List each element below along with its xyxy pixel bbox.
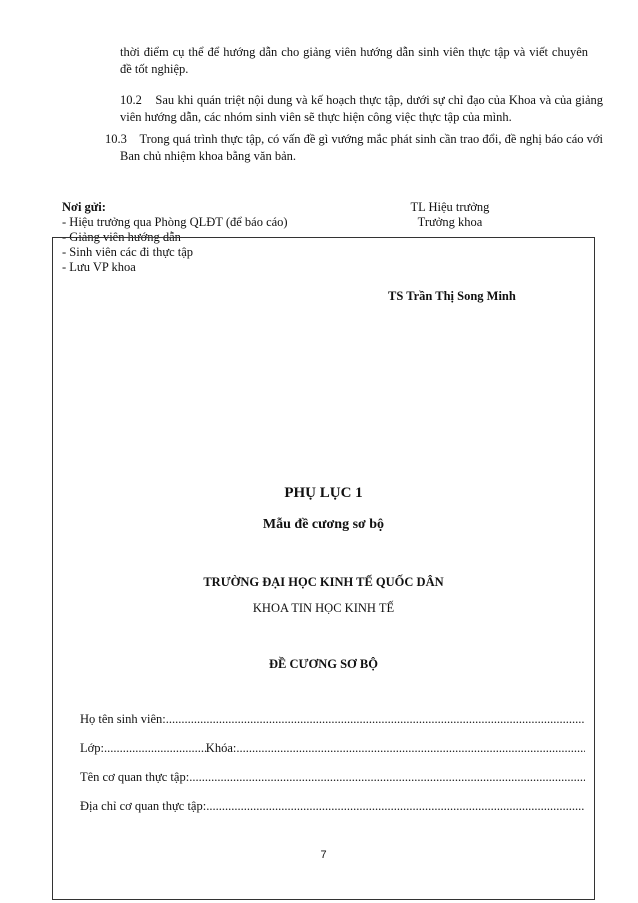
item-10-2-number: 10.2: [120, 93, 142, 107]
appendix-subtitle: Mẫu đề cương sơ bộ: [262, 517, 385, 532]
item-10-3-text: Trong quá trình thực tập, có vấn đề gì vướng mắc phát sinh cần trao đổi, đề nghị báo cáo với Ban chủ nhiệm khoa bằng văn bản.: [120, 132, 604, 163]
org-name-label: Tên cơ quan thực tập:: [80, 770, 190, 784]
student-name-field[interactable]: [80, 711, 585, 728]
org-name-dots: [189, 769, 585, 786]
recipient-line-2: - Giảng viên hướng dẫn: [62, 230, 181, 244]
page-number: 7: [320, 849, 327, 861]
student-name-label: Họ tên sinh viên:: [80, 712, 166, 726]
class-dots: [104, 740, 206, 757]
student-name-dots: [166, 711, 585, 728]
recipients-heading: Nơi gửi:: [62, 200, 106, 214]
faculty-name: KHOA TIN HỌC KINH TẾ: [252, 601, 395, 615]
course-label: Khóa:: [205, 741, 237, 755]
class-field[interactable]: [80, 740, 206, 757]
course-dots: [236, 740, 585, 757]
org-name-field[interactable]: [80, 769, 585, 786]
intro-continuation: thời điểm cụ thể để hướng dẫn cho giảng viên hướng dẫn sinh viên thực tập và viết chuyên đề tốt nghiệp.: [120, 45, 588, 76]
recipient-line-3: - Sinh viên các đi thực tập: [62, 245, 194, 259]
recipient-line-4: - Lưu VP khoa: [62, 260, 136, 274]
signature-title-1: TL Hiệu trưởng: [410, 200, 490, 214]
class-course-row: [80, 740, 585, 757]
org-address-dots: [206, 798, 585, 815]
document-title: ĐỀ CƯƠNG SƠ BỘ: [269, 657, 378, 671]
item-10-3-number: 10.3: [105, 132, 127, 146]
appendix-title: PHỤ LỤC 1: [284, 485, 363, 501]
signature-title-2: Trưởng khoa: [417, 215, 483, 229]
item-10-2-text: Sau khi quán triệt nội dung và kế hoạch thực tập, dưới sự chỉ đạo của Khoa và của giảng viên hướng dẫn, các nhóm sinh viên sẽ thực hiện công việc thực tập của mình.: [120, 93, 603, 124]
course-field[interactable]: [206, 740, 585, 757]
org-address-label: Địa chỉ cơ quan thực tập:: [80, 799, 207, 813]
item-10-2: [105, 92, 603, 126]
university-name: TRƯỜNG ĐẠI HỌC KINH TẾ QUỐC DÂN: [203, 575, 444, 589]
item-10-3: [105, 131, 603, 165]
org-address-field[interactable]: [80, 798, 585, 815]
signature-name: TS Trần Thị Song Minh: [388, 289, 516, 303]
class-label: Lớp:: [80, 741, 104, 755]
recipient-line-1: - Hiệu trưởng qua Phòng QLĐT (để báo cáo): [62, 215, 288, 229]
